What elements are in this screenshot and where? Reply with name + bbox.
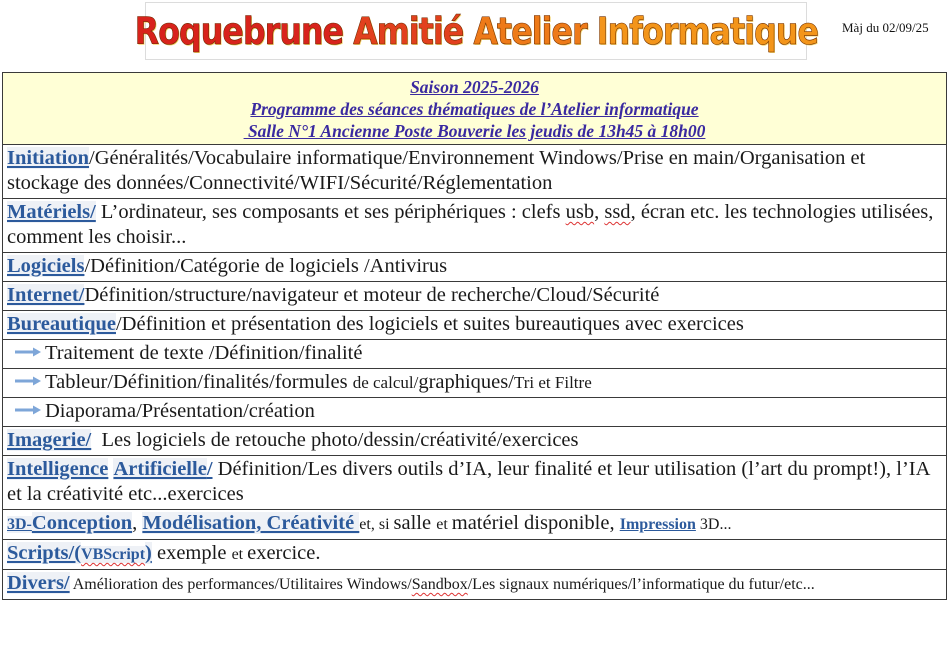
row-conception [3, 510, 947, 540]
title-word-2: Amitié [352, 9, 464, 53]
row-tableur [3, 369, 947, 398]
row-text: Traitement de texte /Définition/finalité [45, 342, 363, 364]
keyword-impression: Impression [619, 516, 696, 533]
keyword-divers: Divers/ [7, 572, 70, 594]
row-text-small: de calcul/ [352, 373, 419, 392]
row-text: Définition/structure/navigateur et moteur de recherche/Cloud/Sécurité [84, 284, 660, 306]
row-text: , écran etc. les technologies utilisées, comment les choisir... [7, 201, 934, 248]
row-text: Définition/Les divers outils d’IA, leur finalité et leur utilisation (l’art du prompt!), l’IA et la créativité etc...exercices [7, 458, 930, 505]
row-materiels [3, 199, 947, 253]
table-row [3, 253, 947, 282]
keyword-intelligence: Intelligence [7, 458, 109, 480]
arrow-right-icon [15, 404, 41, 416]
row-text-small: et [436, 516, 452, 533]
row-text: L’ordinateur, ses composants et ses périphériques : clefs [95, 201, 566, 223]
ssd-word: ssd [604, 201, 631, 223]
row-imagerie [3, 427, 947, 456]
title-word-1: Roquebrune [134, 9, 343, 53]
keyword-initiation: Initiation [7, 147, 90, 169]
table-row [3, 145, 947, 199]
table-row [3, 369, 947, 398]
table-row [3, 398, 947, 427]
row-diaporama [3, 398, 947, 427]
keyword-imagerie: Imagerie/ [7, 429, 92, 451]
intro-cell [3, 73, 947, 145]
row-text-small: 3D... [695, 516, 732, 533]
row-ia [3, 456, 947, 510]
table-row [3, 570, 947, 600]
title-word-3: Atelier [473, 9, 587, 53]
keyword-bureautique: Bureautique [7, 313, 116, 335]
title-banner [134, 2, 818, 60]
row-text: exercice. [247, 542, 321, 564]
row-text: /Définition/Catégorie de logiciels /Antivirus [84, 255, 448, 277]
venue-line: Salle N°1 Ancienne Poste Bouverie les jeudis de 13h45 à 18h00 [243, 121, 706, 141]
row-initiation [3, 145, 947, 199]
row-text: graphiques/ [418, 371, 514, 393]
row-text: , [132, 512, 143, 534]
row-text-small: et [231, 546, 248, 563]
intro-row [3, 73, 947, 145]
update-date: Màj du 02/09/25 [842, 20, 929, 35]
keyword-materiels: Matériels/ [7, 201, 96, 223]
row-scripts [3, 540, 947, 570]
table-row [3, 282, 947, 311]
row-text: /Généralités/Vocabulaire informatique/Environnement Windows/Prise en main/Organisation et stockage des données/Connectivité/WIFI/Sécurité/Réglementation [7, 147, 866, 194]
row-text: , [594, 201, 605, 223]
row-text: /Définition et présentation des logiciels et suites bureautiques avec exercices [115, 313, 744, 335]
row-text: Les logiciels de retouche photo/dessin/créativité/exercices [91, 429, 579, 451]
table-row [3, 340, 947, 369]
program-table [2, 72, 947, 600]
row-text-small: et, si [359, 516, 394, 533]
keyword-paren: ) [145, 542, 152, 564]
row-traitement-texte [3, 340, 947, 369]
table-row [3, 311, 947, 340]
season-line: Saison 2025-2026 [410, 77, 539, 97]
row-text-small: /Les signaux numériques/l’informatique du futur/etc... [467, 576, 815, 593]
keyword-artificielle: Artificielle [113, 458, 207, 480]
arrow-right-icon [15, 346, 41, 358]
sandbox-word: Sandbox [411, 576, 468, 593]
row-text-small: Amélioration des performances/Utilitaires Windows/ [69, 576, 412, 593]
row-text: salle [393, 512, 437, 534]
keyword-slash: / [206, 458, 213, 480]
keyword-conception: Conception [31, 512, 133, 534]
banner-title [134, 10, 817, 53]
row-bureautique [3, 311, 947, 340]
keyword-scripts: Scripts/( [7, 542, 82, 564]
row-text: Diaporama/Présentation/création [45, 400, 315, 422]
keyword-logiciels: Logiciels [7, 255, 85, 277]
row-text: Tableur/Définition/finalités/formules [45, 371, 353, 393]
row-logiciels [3, 253, 947, 282]
row-text: matériel disponible, [451, 512, 620, 534]
row-divers [3, 570, 947, 600]
table-row [3, 540, 947, 570]
table-row [3, 199, 947, 253]
arrow-right-icon [15, 375, 41, 387]
row-text-small: Tri et Filtre [513, 373, 592, 392]
row-internet [3, 282, 947, 311]
keyword-modelisation: Modélisation, Créativité [142, 512, 360, 534]
table-row [3, 510, 947, 540]
keyword-vbscript: VBScript [81, 546, 146, 563]
usb-word: usb [565, 201, 595, 223]
keyword-3d: 3D- [7, 516, 32, 533]
program-line: Programme des séances thématiques de l’Atelier informatique [250, 99, 699, 119]
keyword-internet: Internet/ [7, 284, 85, 306]
title-word-4: Informatique [596, 9, 818, 53]
row-text: exemple [151, 542, 232, 564]
table-row [3, 456, 947, 510]
table-row [3, 427, 947, 456]
